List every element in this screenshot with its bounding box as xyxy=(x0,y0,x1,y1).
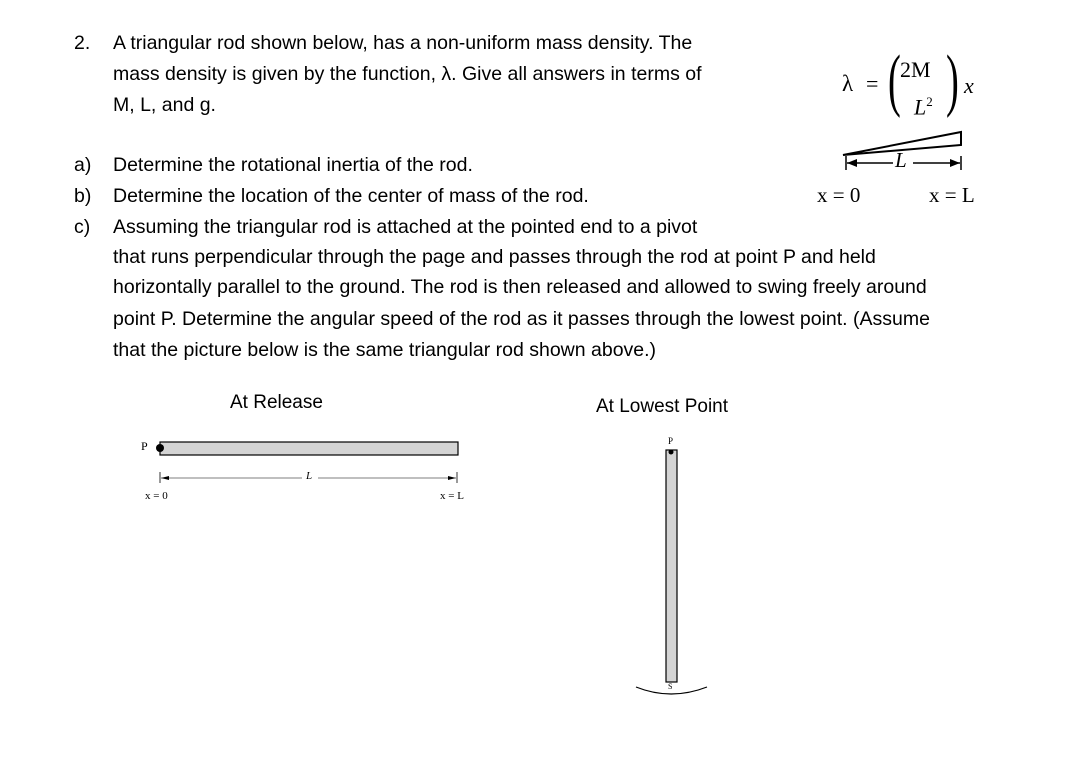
release-pivot-label: P xyxy=(141,439,148,453)
intro-line-1: A triangular rod shown below, has a non-uniform mass density. The xyxy=(113,32,693,54)
intro-line-3: M, L, and g. xyxy=(113,94,216,116)
part-b-text: Determine the location of the center of mass of the rod. xyxy=(113,185,589,207)
formula-variable: x xyxy=(964,73,974,98)
release-title: At Release xyxy=(230,392,323,413)
lowest-end-label: S xyxy=(668,682,673,691)
rod-xL-label: x = L xyxy=(929,183,975,207)
part-c-line-4: point P. Determine the angular speed of the rod as it passes through the lowest point. (Assume xyxy=(113,308,930,330)
formula-equals: = xyxy=(866,71,879,96)
formula-denominator-exp: 2 xyxy=(926,94,933,109)
lowest-rod xyxy=(666,450,677,682)
part-b-label: b) xyxy=(74,185,92,207)
part-c-line-3: horizontally parallel to the ground. The rod is then released and allowed to swing freely around xyxy=(113,276,927,298)
rod-length-label: L xyxy=(895,148,907,172)
part-a-label: a) xyxy=(74,154,92,176)
formula-numerator: 2M xyxy=(900,57,931,82)
formula-left-paren: ( xyxy=(888,42,901,119)
rod-x0-label: x = 0 xyxy=(817,183,861,207)
part-a-text: Determine the rotational inertia of the rod. xyxy=(113,154,473,176)
formula-right-paren: ) xyxy=(946,42,959,119)
lowest-title: At Lowest Point xyxy=(596,396,729,417)
formula-denominator-base: L xyxy=(914,94,927,120)
problem-number: 2. xyxy=(74,32,91,54)
part-c-line-1: Assuming the triangular rod is attached at the pointed end to a pivot xyxy=(113,216,698,238)
release-xL-label: x = L xyxy=(440,490,464,502)
release-x0-label: x = 0 xyxy=(145,490,168,502)
intro-line-2: mass density is given by the function, λ. Give all answers in terms of xyxy=(113,63,702,85)
formula-lambda: λ xyxy=(842,71,854,96)
lowest-pivot-label: P xyxy=(668,436,674,446)
part-c-line-2: that runs perpendicular through the page and passes through the rod at point P and held xyxy=(113,246,876,268)
part-c-line-5: that the picture below is the same triangular rod shown above.) xyxy=(113,339,657,361)
release-length-label: L xyxy=(306,470,313,482)
part-c-label: c) xyxy=(74,216,91,238)
lowest-pivot-dot xyxy=(669,450,674,455)
